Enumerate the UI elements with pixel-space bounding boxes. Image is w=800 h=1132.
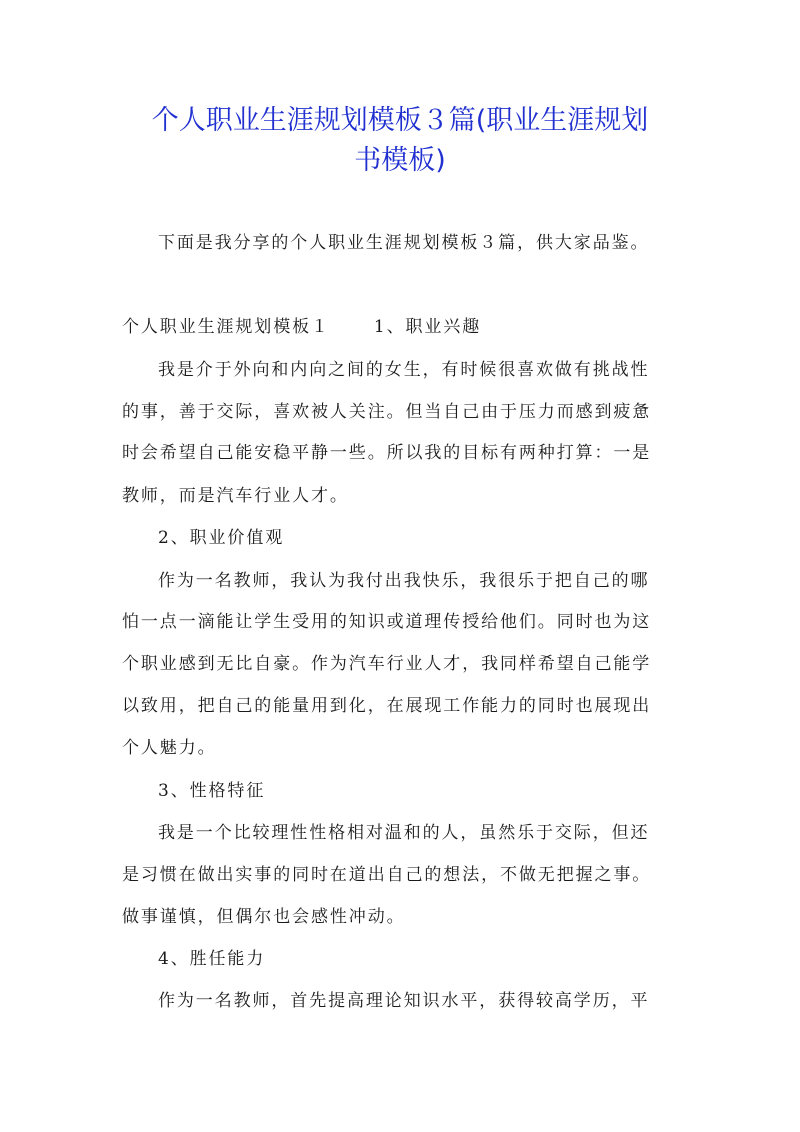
template-heading-row	[122, 317, 481, 337]
section-heading-competence: 4、胜任能力	[158, 949, 266, 969]
paragraph-line: 怕一点一滴能让学生受用的知识或道理传授给他们。同时也为这	[122, 612, 652, 632]
section-heading-personality: 3、性格特征	[158, 781, 266, 801]
paragraph-line: 作为一名教师，我认为我付出我快乐，我很乐于把自己的哪	[158, 571, 650, 591]
paragraph-line: 教师，而是汽车行业人才。	[122, 486, 349, 506]
section-heading-interest: 1、职业兴趣	[373, 317, 482, 337]
document-title-line-2: 书模板)	[354, 145, 446, 176]
paragraph-line: 个人魅力。	[122, 738, 217, 758]
template-label: 个人职业生涯规划模板１	[122, 317, 330, 337]
document-title-line-1: 个人职业生涯规划模板３篇(职业生涯规划	[151, 105, 649, 136]
paragraph-line: 的事，善于交际，喜欢被人关注。但当自己由于压力而感到疲惫	[122, 402, 652, 422]
paragraph-line: 做事谨慎，但偶尔也会感性冲动。	[122, 907, 406, 927]
paragraph-line: 我是一个比较理性性格相对温和的人，虽然乐于交际，但还	[158, 823, 650, 843]
paragraph-line: 作为一名教师，首先提高理论知识水平，获得较高学历，平	[158, 991, 650, 1011]
paragraph-line: 以致用，把自己的能量用到化，在展现工作能力的同时也展现出	[122, 696, 652, 716]
paragraph-line: 我是介于外向和内向之间的女生，有时候很喜欢做有挑战性	[158, 360, 650, 380]
intro-paragraph: 下面是我分享的个人职业生涯规划模板３篇，供大家品鉴。	[158, 233, 650, 253]
paragraph-line: 时会希望自己能安稳平静一些。所以我的目标有两种打算：一是	[122, 443, 652, 463]
paragraph-line: 个职业感到无比自豪。作为汽车行业人才，我同样希望自己能学	[122, 654, 652, 674]
section-heading-values: 2、职业价值观	[158, 528, 285, 548]
paragraph-line: 是习惯在做出实事的同时在道出自己的想法，不做无把握之事。	[122, 865, 652, 885]
